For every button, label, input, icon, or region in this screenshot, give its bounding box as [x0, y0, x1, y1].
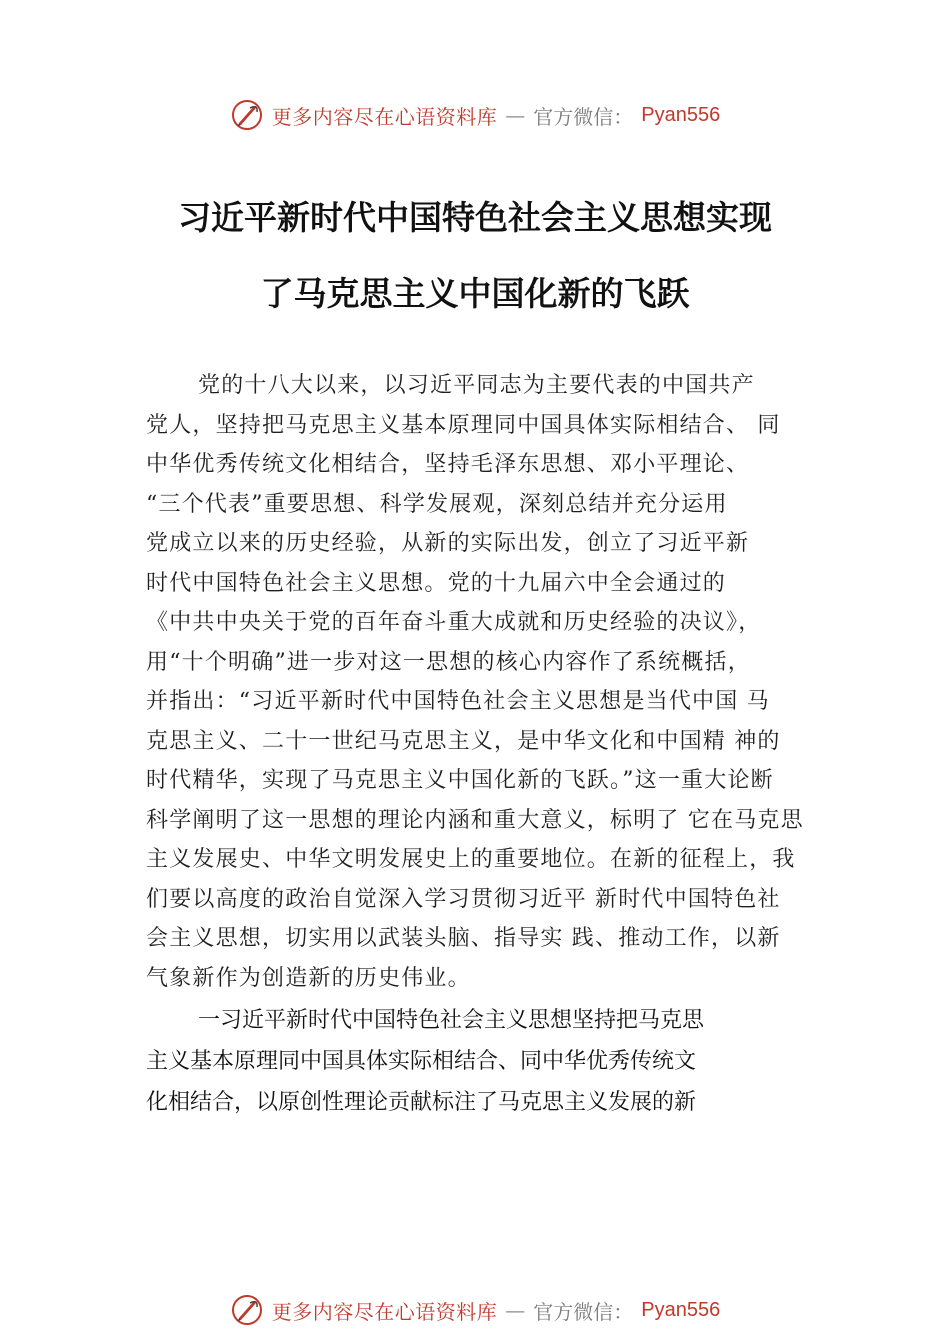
paragraph-line: 党人，坚持把马克思主义基本原理同中国具体实际相结合、 同: [146, 412, 781, 438]
paragraph-line: 中华优秀传统文化相结合，坚持毛泽东思想、邓小平理论、: [146, 452, 750, 477]
paragraph-line: 时代精华，实现了马克思主义中国化新的飞跃。”这一重大论断: [146, 768, 774, 793]
document-title-line-2: 了马克思主义中国化新的飞跃: [260, 274, 690, 313]
paragraph-line: 时代中国特色社会主义思想。党的十九届六中全会通过的: [146, 570, 727, 596]
paragraph-line: 科学阐明了这一思想的理论内涵和重大意义，标明了 它在马克思: [146, 807, 804, 833]
paragraph-line: 并指出：“习近平新时代中国特色社会主义思想是当代中国 马: [146, 689, 770, 714]
header-promo-text: 更多内容尽在心语资料库: [271, 104, 498, 129]
footer-separator: —: [505, 1298, 526, 1322]
footer-wechat-label: 官方微信：: [533, 1299, 634, 1324]
paragraph-line: 《中共中央关于党的百年奋斗重大成就和历史经验的决议》，: [146, 610, 762, 635]
paragraph-line: 会主义思想，切实用以武装头脑、指导实 践、推动工作，以新: [146, 926, 781, 951]
footer-wechat-id: Pyan556: [641, 1298, 721, 1321]
paragraph-line: 用“十个明确”进一步对这一思想的核心内容作了系统概括，: [146, 649, 751, 675]
document-title-line-1: 习近平新时代中国特色社会主义思想实现: [178, 198, 772, 237]
section-heading-line: 主义基本原理同中国具体实际相结合、同中华优秀传统文: [146, 1049, 697, 1074]
paragraph-line: 们要以高度的政治自觉深入学习贯彻习近平 新时代中国特色社: [146, 886, 781, 912]
paragraph-line: “三个代表”重要思想、科学发展观，深刻总结并充分运用: [146, 491, 728, 517]
footer-promo-text: 更多内容尽在心语资料库: [271, 1299, 498, 1324]
header-wechat-label: 官方微信：: [533, 104, 634, 129]
quill-pen-logo-icon: [230, 98, 264, 132]
body-paragraph: [146, 366, 836, 998]
footer-banner: [0, 1290, 950, 1330]
section-heading: [146, 1000, 836, 1123]
section-heading-line: 化相结合，以原创性理论贡献标注了马克思主义发展的新: [146, 1090, 697, 1115]
paragraph-line: 气象新作为创造新的历史伟业。: [146, 965, 471, 991]
paragraph-line: 主义发展史、中华文明发展史上的重要地位。在新的征程上，我: [146, 847, 796, 872]
quill-pen-logo-icon: [230, 1293, 264, 1327]
paragraph-line: 克思主义、二十一世纪马克思主义，是中华文化和中国精 神的: [146, 728, 781, 754]
header-banner: [0, 95, 950, 135]
paragraph-line: 党的十八大以来，以习近平同志为主要代表的中国共产: [198, 373, 755, 398]
section-heading-line: 一习近平新时代中国特色社会主义思想坚持把马克思: [198, 1008, 705, 1033]
header-wechat-id: Pyan556: [641, 103, 721, 126]
header-separator: —: [505, 103, 526, 127]
paragraph-line: 党成立以来的历史经验，从新的实际出发，创立了习近平新: [146, 531, 750, 556]
